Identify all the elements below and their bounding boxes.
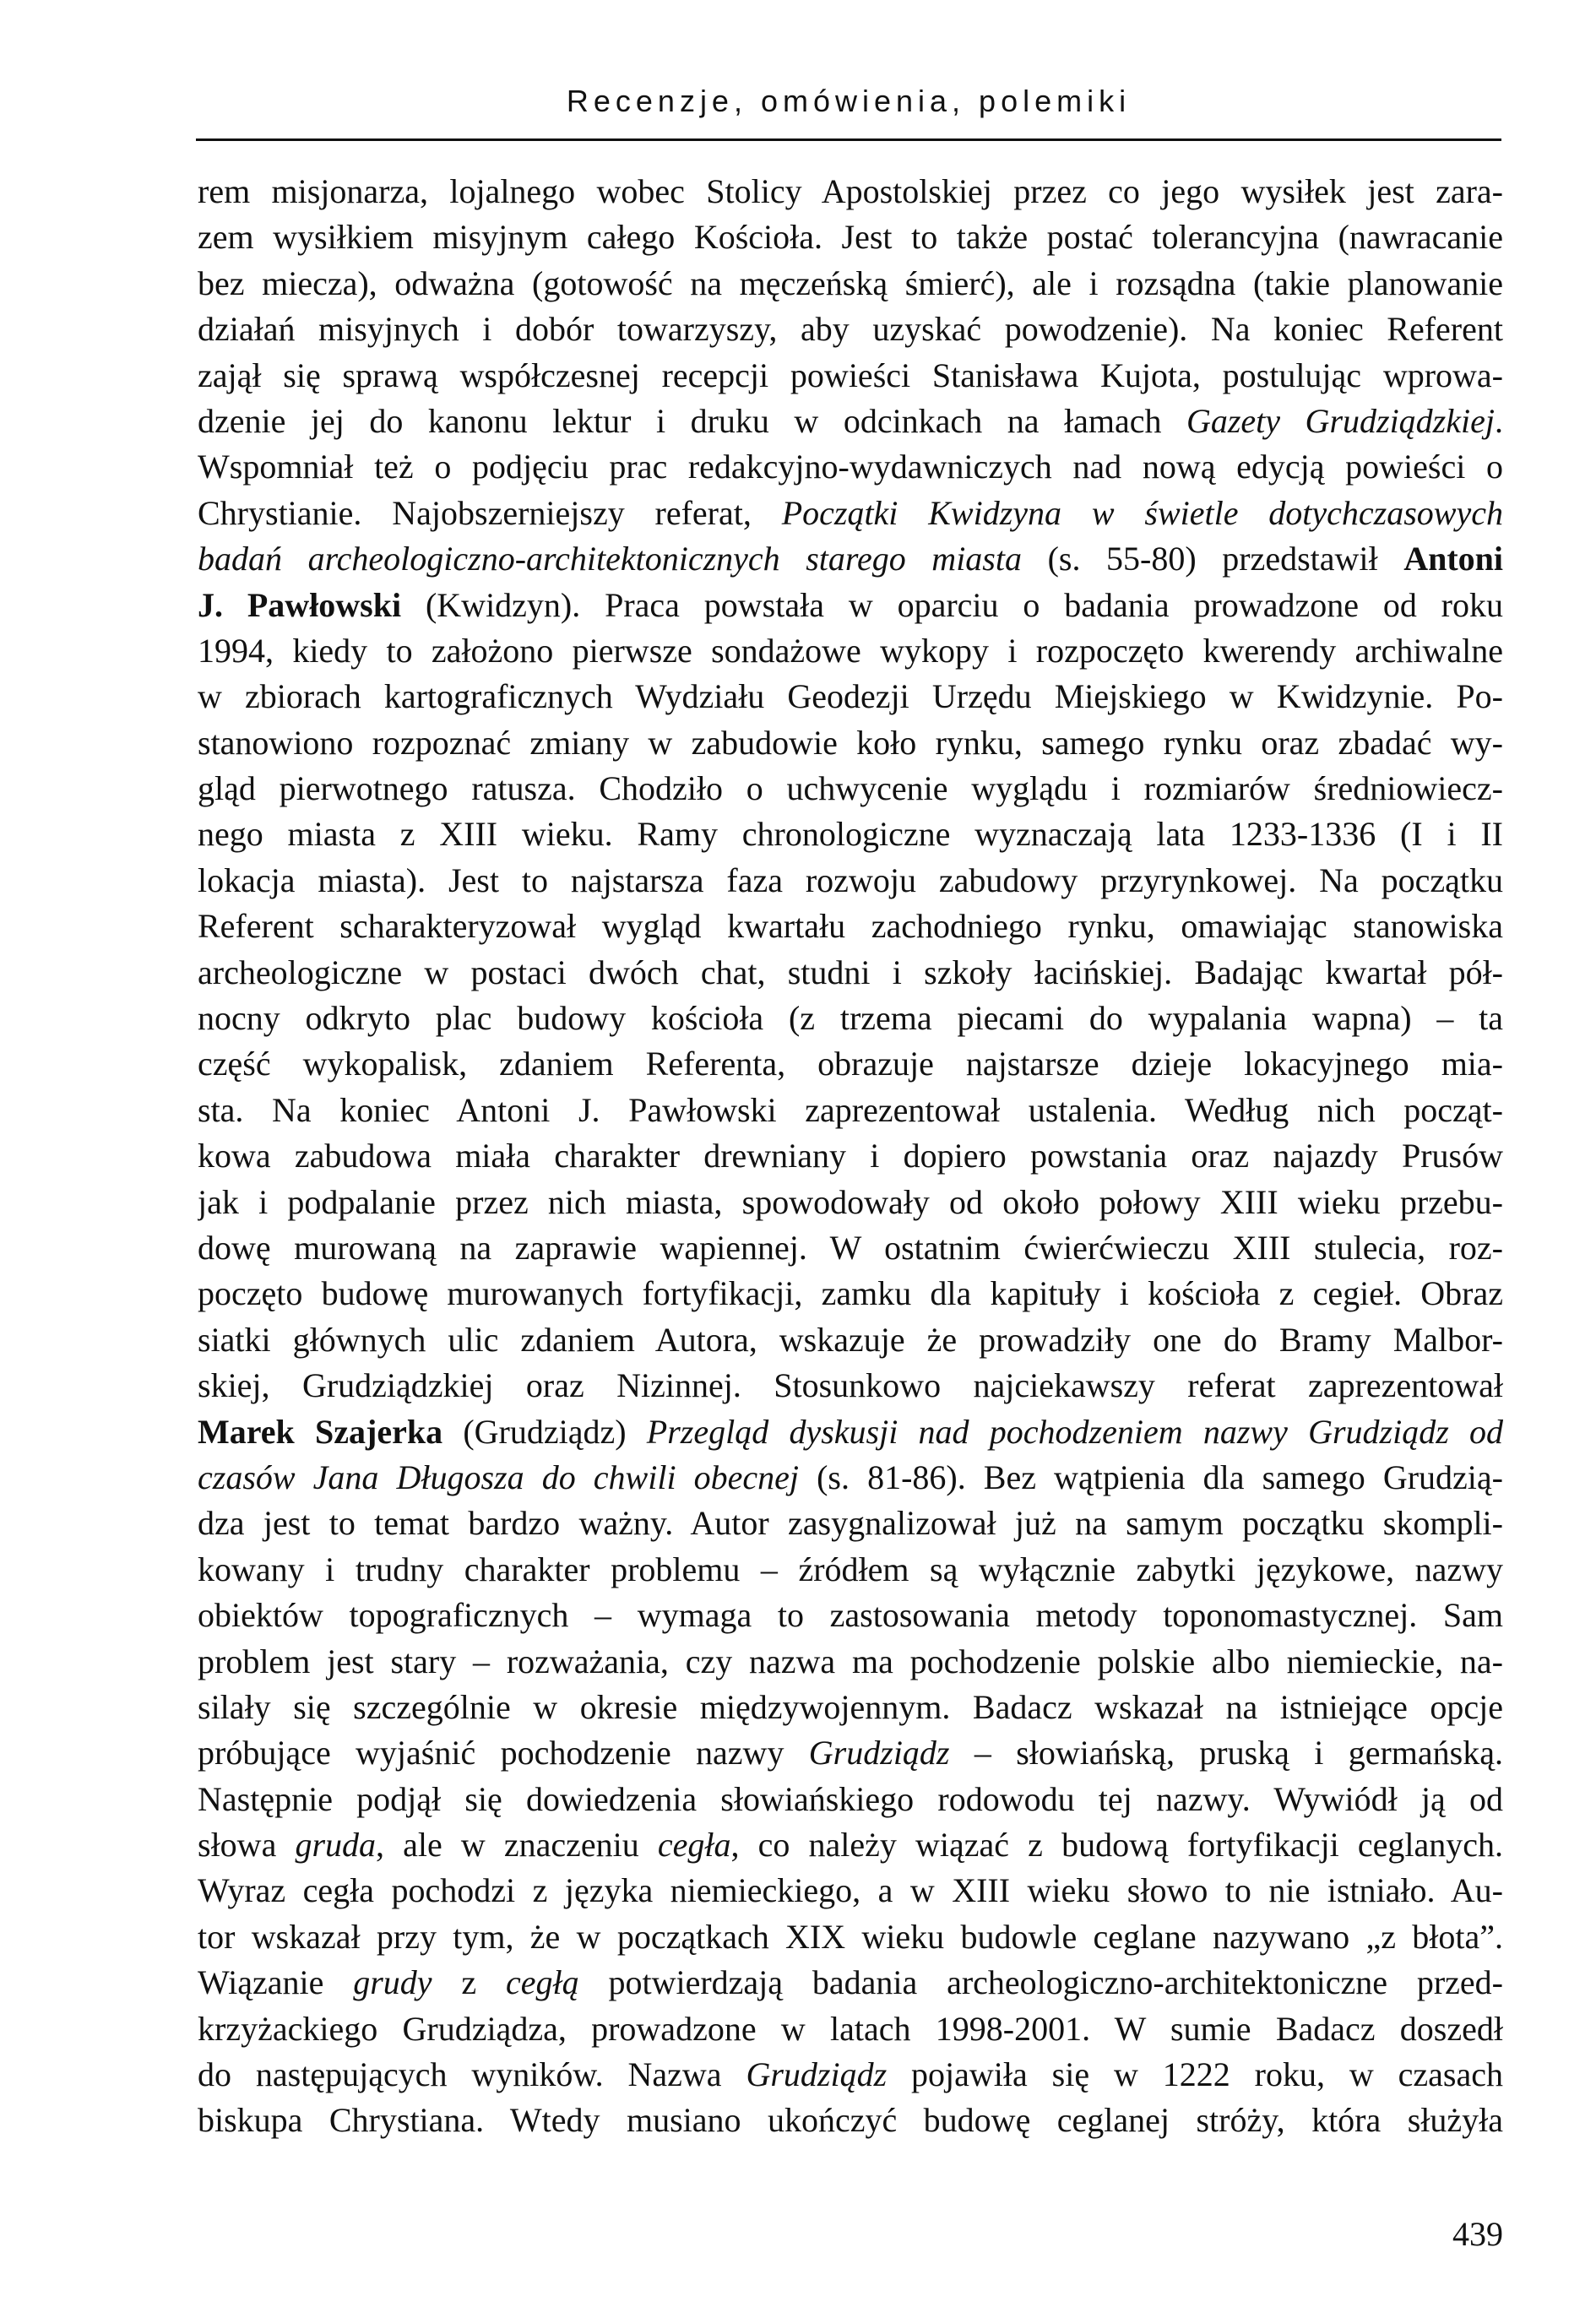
text-line xyxy=(198,1822,1503,1868)
text-segment: rem misjonarza, lojalnego wobec Stolicy Apostolskiej przez co jego wysiłek jest zara- xyxy=(198,172,1503,210)
bold-name: J. Pawłowski xyxy=(198,585,402,624)
text-line xyxy=(198,1777,1503,1822)
text-line xyxy=(198,720,1503,766)
text-segment: jak i podpalanie przez nich miasta, spowodowały od około połowy XIII wieku przebu- xyxy=(198,1182,1503,1221)
text-segment: dza jest to temat bardzo ważny. Autor zasygnalizował już na samym początku skompli- xyxy=(198,1504,1503,1543)
text-segment: biskupa Chrystiana. Wtedy musiano ukończyć budowę ceglanej stróży, która służyła xyxy=(198,2101,1503,2140)
text-line xyxy=(198,1639,1503,1685)
text-line xyxy=(198,628,1503,674)
italic-text: cegłą xyxy=(506,1963,579,2002)
italic-text: gruda xyxy=(295,1826,377,1865)
bold-name: Antoni xyxy=(1403,540,1503,578)
text-segment: potwierdzają badania archeologiczno-architektoniczne przed- xyxy=(578,1963,1503,2002)
text-segment: gląd pierwotnego ratusza. Chodziło o uchwycenie wyglądu i rozmiarów średniowiecz- xyxy=(198,769,1503,808)
text-segment: . xyxy=(1495,401,1503,440)
text-line xyxy=(198,766,1503,812)
text-segment: poczęto budowę murowanych fortyfikacji, zamku dla kapituły i kościoła z cegieł. Obraz xyxy=(198,1274,1503,1313)
text-line xyxy=(198,1088,1503,1133)
text-segment: (s. 81-86). Bez wątpienia dla samego Grudzią- xyxy=(799,1458,1503,1496)
text-segment: zajął się sprawą współczesnej recepcji powieści Stanisława Kujota, postulując wprowa- xyxy=(198,356,1503,394)
italic-text: grudy xyxy=(353,1963,432,2002)
text-segment: kowa zabudowa miała charakter drewniany i dopiero powstania oraz najazdy Prusów xyxy=(198,1137,1503,1175)
text-segment: część wykopalisk, zdaniem Referenta, obrazuje najstarsze dzieje lokacyjnego mia- xyxy=(198,1045,1503,1083)
text-segment: Następnie podjął się dowiedzenia słowiańskiego rodowodu tej nazwy. Wywiódł ją od xyxy=(198,1779,1503,1818)
text-line xyxy=(198,2052,1503,2098)
body-text xyxy=(198,169,1503,2144)
text-line xyxy=(198,2006,1503,2052)
text-segment: nego miasta z XIII wieku. Ramy chronologiczne wyznaczają lata 1233-1336 (I i II xyxy=(198,815,1503,854)
text-segment: (Grudziądz) xyxy=(442,1412,647,1451)
text-segment: nocny odkryto plac budowy kościoła (z trzema piecami do wypalania wapna) – ta xyxy=(198,999,1503,1038)
text-segment: 1994, kiedy to założono pierwsze sondażowe wykopy i rozpoczęto kwerendy archiwalne xyxy=(198,631,1503,670)
text-line xyxy=(198,1363,1503,1409)
text-segment: próbujące wyjaśnić pochodzenie nazwy xyxy=(198,1734,809,1772)
text-segment: , co należy wiązać z budową fortyfikacji ceglanych. xyxy=(730,1826,1503,1865)
text-segment: sta. Na koniec Antoni J. Pawłowski zaprezentował ustalenia. Według nich począt- xyxy=(198,1090,1503,1129)
header-rule xyxy=(196,138,1501,141)
italic-text: badań archeologiczno-architektonicznych starego miasta xyxy=(198,540,1022,578)
text-segment: skiej, Grudziądzkiej oraz Nizinnej. Stosunkowo najciekawszy referat zaprezentował xyxy=(198,1366,1503,1405)
text-line xyxy=(198,1225,1503,1271)
text-line xyxy=(198,214,1503,260)
text-segment: tor wskazał przy tym, że w początkach XIX wieku budowle ceglane nazywano „z błota”. xyxy=(198,1917,1503,1956)
text-line xyxy=(198,1041,1503,1087)
text-segment: dzenie jej do kanonu lektur i druku w odcinkach na łamach xyxy=(198,401,1186,440)
text-line xyxy=(198,1960,1503,2006)
italic-text: Początki Kwidzyna w świetle dotychczasowych xyxy=(781,493,1503,532)
italic-text: Grudziądz xyxy=(746,2055,888,2094)
text-line xyxy=(198,812,1503,857)
text-segment: w zbiorach kartograficznych Wydziału Geodezji Urzędu Miejskiego w Kwidzynie. Po- xyxy=(198,677,1503,716)
text-segment: bez miecza), odważna (gotowość na męczeńską śmierć), ale i rozsądna (takie planowanie xyxy=(198,263,1503,302)
text-segment: problem jest stary – rozważania, czy nazwa ma pochodzenie polskie albo niemieckie, na- xyxy=(198,1642,1503,1680)
text-segment: – słowiańską, pruską i germańską. xyxy=(949,1734,1503,1772)
text-line xyxy=(198,1593,1503,1638)
italic-text: Gazety Grudziądzkiej xyxy=(1186,401,1495,440)
text-segment: (s. 55-80) przedstawił xyxy=(1022,540,1404,578)
text-line xyxy=(198,2098,1503,2143)
text-line xyxy=(198,261,1503,307)
text-line xyxy=(198,399,1503,444)
text-segment: do następujących wyników. Nazwa xyxy=(198,2055,746,2094)
text-segment: krzyżackiego Grudziądza, prowadzone w latach 1998-2001. W sumie Badacz doszedł xyxy=(198,2009,1503,2048)
text-line xyxy=(198,904,1503,949)
text-line xyxy=(198,1409,1503,1455)
text-segment: zem wysiłkiem misyjnym całego Kościoła. Jest to także postać tolerancyjna (nawracanie xyxy=(198,218,1503,257)
italic-text: cegła xyxy=(657,1826,731,1865)
text-line xyxy=(198,1317,1503,1363)
text-segment: archeologiczne w postaci dwóch chat, studni i szkoły łacińskiej. Badając kwartał pół- xyxy=(198,953,1503,991)
text-line xyxy=(198,1730,1503,1776)
text-line xyxy=(198,583,1503,628)
text-segment: pojawiła się w 1222 roku, w czasach xyxy=(887,2055,1503,2094)
text-line xyxy=(198,491,1503,536)
page-number: 439 xyxy=(1452,2215,1503,2253)
text-line xyxy=(198,1868,1503,1914)
text-line xyxy=(198,536,1503,582)
text-segment: lokacja miasta). Jest to najstarsza faza rozwoju zabudowy przyrynkowej. Na początku xyxy=(198,860,1503,899)
text-line xyxy=(198,1180,1503,1225)
text-segment: słowa xyxy=(198,1826,296,1865)
text-segment: kowany i trudny charakter problemu – źródłem są wyłącznie zabytki językowe, nazwy xyxy=(198,1550,1503,1588)
text-line xyxy=(198,996,1503,1041)
text-segment: obiektów topograficznych – wymaga to zastosowania metody toponomastycznej. Sam xyxy=(198,1596,1503,1635)
italic-text: Grudziądz xyxy=(808,1734,950,1772)
text-segment: Wyraz cegła pochodzi z języka niemieckiego, a w XIII wieku słowo to nie istniało. Au- xyxy=(198,1871,1503,1910)
text-line xyxy=(198,1455,1503,1501)
bold-name: Marek Szajerka xyxy=(198,1412,443,1451)
text-line xyxy=(198,169,1503,214)
text-segment: z xyxy=(432,1963,506,2002)
italic-text: czasów Jana Długosza do chwili obecnej xyxy=(198,1458,800,1496)
text-segment: Wspomniał też o podjęciu prac redakcyjno-wydawniczych nad nową edycją powieści o xyxy=(198,448,1503,486)
text-line xyxy=(198,674,1503,719)
text-segment: stanowiono rozpoznać zmiany w zabudowie koło rynku, samego rynku oraz zbadać wy- xyxy=(198,723,1503,762)
text-line xyxy=(198,1914,1503,1960)
text-segment: Wiązanie xyxy=(198,1963,354,2002)
text-segment: , ale w znaczeniu xyxy=(376,1826,658,1865)
text-segment: Chrystianie. Najobszerniejszy referat, xyxy=(198,493,782,532)
text-line xyxy=(198,950,1503,996)
text-line xyxy=(198,858,1503,904)
text-segment: siatki głównych ulic zdaniem Autora, wskazuje że prowadziły one do Bramy Malbor- xyxy=(198,1320,1503,1359)
text-segment: Referent scharakteryzował wygląd kwartału zachodniego rynku, omawiając stanowiska xyxy=(198,907,1503,946)
text-line xyxy=(198,1133,1503,1179)
text-line xyxy=(198,1685,1503,1730)
text-line xyxy=(198,1547,1503,1593)
text-line xyxy=(198,307,1503,352)
text-segment: działań misyjnych i dobór towarzyszy, aby uzyskać powodzenie). Na koniec Referent xyxy=(198,310,1503,349)
italic-text: Przegląd dyskusji nad pochodzeniem nazwy Grudziądz od xyxy=(646,1412,1503,1451)
text-segment: dowę murowaną na zaprawie wapiennej. W ostatnim ćwierćwieczu XIII stulecia, roz- xyxy=(198,1228,1503,1267)
running-head: Recenzje, omówienia, polemiki xyxy=(566,84,1132,118)
text-line xyxy=(198,1501,1503,1546)
text-segment: silały się szczególnie w okresie międzywojennym. Badacz wskazał na istniejące opcje xyxy=(198,1687,1503,1726)
text-line xyxy=(198,1271,1503,1316)
text-line xyxy=(198,444,1503,490)
text-segment: (Kwidzyn). Praca powstała w oparciu o badania prowadzone od roku xyxy=(401,585,1503,624)
text-line xyxy=(198,353,1503,399)
